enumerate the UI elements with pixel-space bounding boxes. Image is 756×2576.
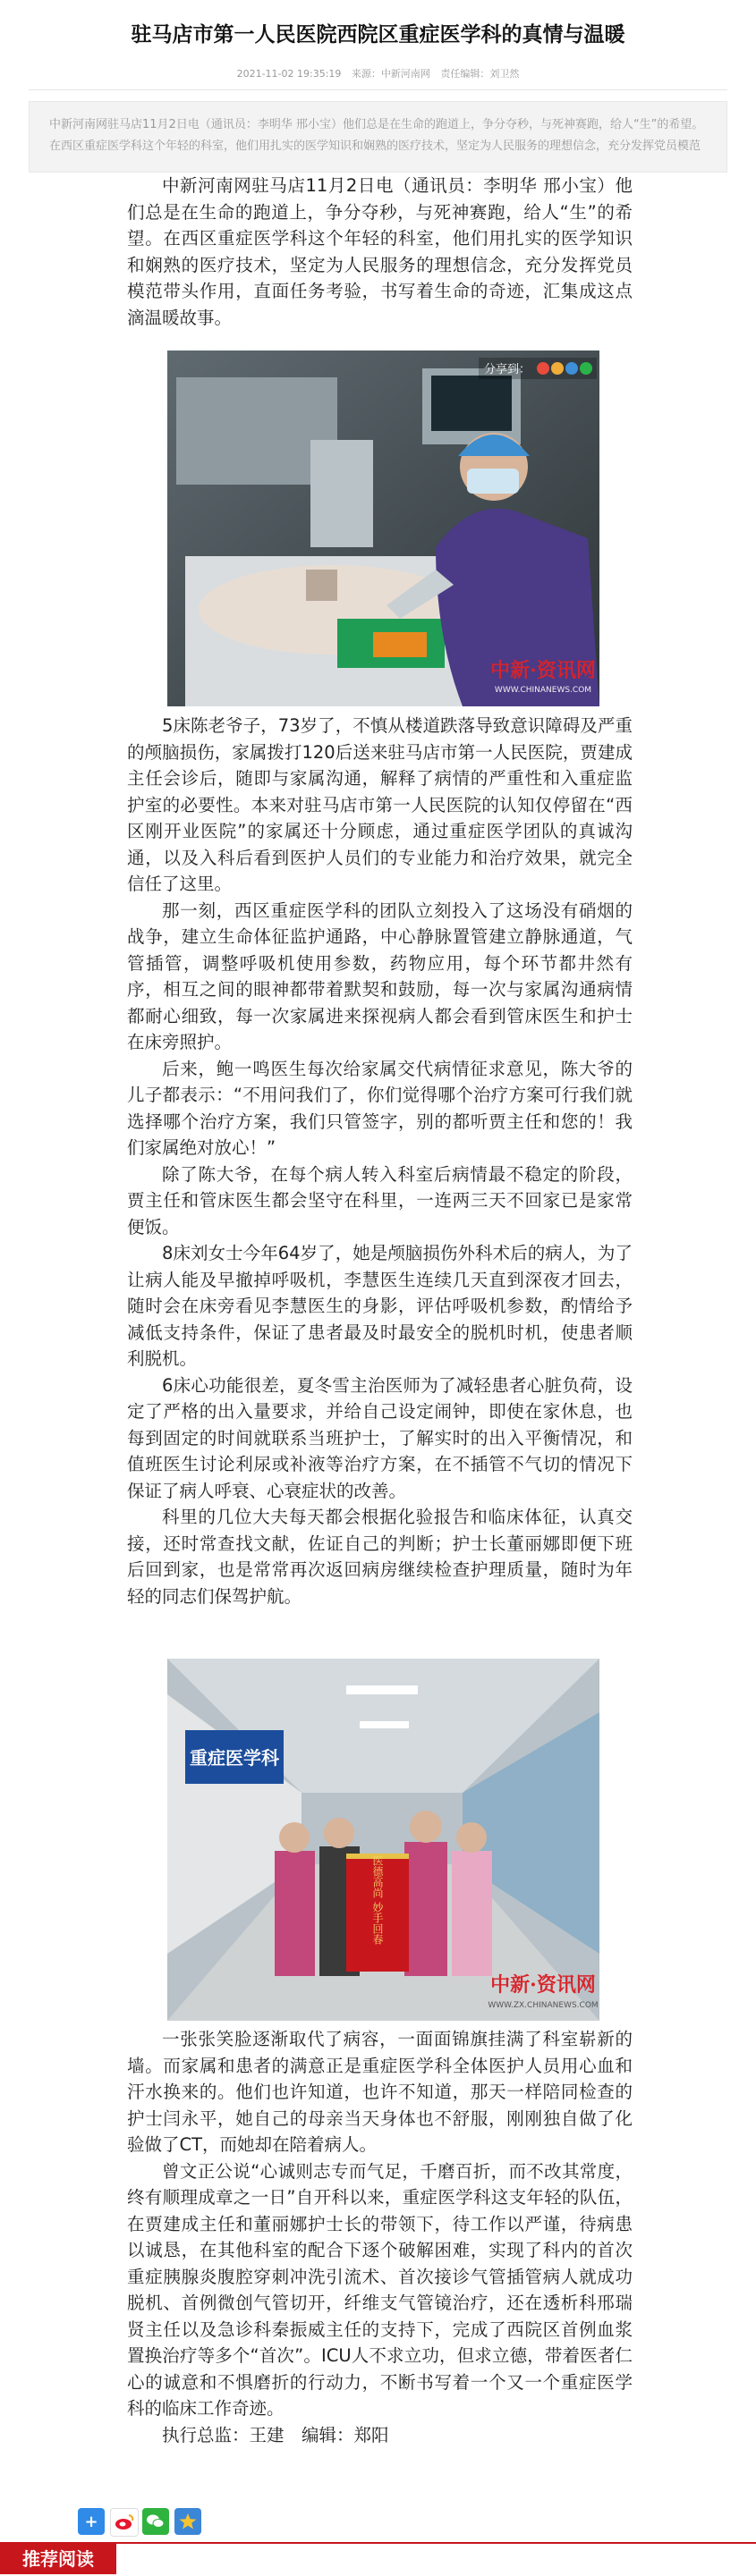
divider — [29, 89, 727, 90]
article-body-cont — [127, 713, 633, 1609]
photo-watermark: 中新·资讯网 — [490, 659, 596, 682]
article-title: 驻马店市第一人民医院西院区重症医学科的真情与温暖 — [131, 23, 625, 46]
article-body — [127, 173, 633, 331]
photo-watermark-url: WWW.CHINANEWS.COM — [494, 686, 592, 695]
wechat-icon[interactable] — [580, 362, 592, 375]
recommend-tab[interactable]: 推荐阅读 — [0, 2544, 116, 2574]
paragraph: 一张张笑脸逐渐取代了病容，一面面锦旗挂满了科室崭新的墙。而家属和患者的满意正是重症医学科全体医护人员用心血和汗水换来的。他们也许知道，也许不知道，那天一样陪同检查的护士闫永平，她自己的母亲当天身体也不舒服，刚刚独自做了化验做了CT，而她却在陪着病人。 — [127, 2029, 633, 2155]
recommend-bar — [0, 2542, 756, 2576]
weibo-icon[interactable] — [537, 362, 549, 375]
article-summary: 中新河南网驻马店11月2日电（通讯员：李明华 邢小宝）他们总是在生命的跑道上，争分夺秒，与死神赛跑，给人“生”的希望。在西区重症医学科这个年轻的科室，他们用扎实的医学知识和娴熟的医疗技术，坚定为人民服务的理想信念，充分发挥党员模范 — [29, 101, 727, 173]
paragraph: 中新河南网驻马店11月2日电（通讯员：李明华 邢小宝）他们总是在生命的跑道上，争分夺秒，与死神赛跑，给人“生”的希望。在西区重症医学科这个年轻的科室，他们用扎实的医学知识和娴熟的医疗技术，坚定为人民服务的理想信念，充分发挥党员模范带头作用，直面任务考验，书写着生命的奇迹，汇集成这点滴温暖故事。 — [127, 175, 633, 328]
plus-icon[interactable]: + — [78, 2508, 105, 2535]
paragraph: 科里的几位大夫每天都会根据化验报告和临床体征，认真交接，还时常查找文献，佐证自己的判断；护士长董丽娜即便下班后回到家，也是常常再次返回病房继续检查护理质量，随时为年轻的同志们保驾护航。 — [127, 1507, 633, 1607]
article-meta — [0, 66, 756, 80]
weibo-icon[interactable] — [110, 2508, 139, 2537]
paragraph: 那一刻，西区重症医学科的团队立刻投入了这场没有硝烟的战争，建立生命体征监护通路，中心静脉置管建立静脉通道，气管插管，调整呼吸机使用参数，药物应用，每个环节都井然有序，相互之间的眼神都带着默契和鼓励，每一次与家属沟通病情都耐心细致，每一次家属进来探视病人都会看到管床医生和护士在床旁照护。 — [127, 899, 633, 1052]
photo-watermark-url: WWW.ZX.CHINANEWS.COM — [488, 2001, 599, 2010]
qzone-icon[interactable] — [551, 362, 564, 375]
article-source: 来源：中新河南网 — [351, 68, 430, 80]
paragraph: 除了陈大爷，在每个病人转入科室后病情最不稳定的阶段，贾主任和管床医生都会坚守在科里，一连两三天不回家已是家常便饭。 — [127, 1163, 633, 1237]
paragraph: 5床陈老爷子，73岁了，不慎从楼道跌落导致意识障碍及严重的颅脑损伤，家属拨打120后送来驻马店市第一人民医院，贾建成主任会诊后，随即与家属沟通，解释了病情的严重性和入重症监护室的必要性。本来对驻马店市第一人民医院的认知仅停留在“西区刚开业医院”的家属还十分顾虑，通过重症医学团队的真诚沟通，以及入科后看到医护人员们的专业能力和治疗效果，就完全信任了这里。 — [127, 715, 633, 894]
paragraph: 8床刘女士今年64岁了，她是颅脑损伤外科术后的病人，为了让病人能及早撤掉呼吸机，李慧医生连续几天直到深夜才回去，随时会在床旁看见李慧医生的身影，评估呼吸机参数，酌情给予减低支持条件，保证了患者最及时最安全的脱机时机，使患者顺利脱机。 — [127, 1243, 633, 1369]
silk-banner — [346, 1854, 409, 1972]
banner-text: 医德高尚 妙手回春 — [371, 1855, 384, 1945]
article-page — [0, 0, 756, 173]
paragraph: 曾文正公说“心诚则志专而气足，千磨百折，而不改其常度，终有顺理成章之一日”自开科以来，重症医学科这支年轻的队伍，在贾建成主任和董丽娜护士长的带领下，待工作以严谨，待病患以诚恳，在其他科室的配合下逐个破解困难，实现了科内的首次重症胰腺炎腹腔穿刺冲洗引流术、首次接诊气管插管病人就成功脱机、首例微创气管切开，纤维支气管镜治疗，还在透析科邢瑞贤主任以及急诊科秦振威主任的支持下，完成了西院区首例血浆置换治疗等多个“首次”。ICU人不求立功，但求立德，带着医者仁心的诚意和不惧磨折的行动力，不断书写着一个又一个重症医学科的临床工作奇迹。 — [127, 2160, 633, 2419]
article-photo-2 — [167, 1659, 599, 2021]
editor-credit: 执行总监：王建 编辑：郑阳 — [162, 2424, 389, 2445]
article-photo-1 — [167, 351, 599, 706]
paragraph: 后来，鲍一鸣医生每次给家属交代病情征求意见，陈大爷的儿子都表示：“不用问我们了，你们觉得哪个治疗方案可行我们就选择哪个治疗方案，我们只管签字，别的都听贾主任和您的！我们家属绝对放心！” — [127, 1058, 633, 1158]
qzone-icon[interactable] — [174, 2508, 201, 2535]
wechat-icon[interactable] — [142, 2508, 169, 2535]
article-body-end — [127, 2026, 633, 2448]
friend-icon[interactable] — [565, 362, 578, 375]
department-sign: 重症医学科 — [190, 1747, 279, 1769]
photo-watermark: 中新·资讯网 — [490, 1973, 596, 1997]
publish-datetime: 2021-11-02 19:35:19 — [236, 68, 342, 80]
paragraph: 6床心功能很差，夏冬雪主治医师为了减轻患者心脏负荷，设定了严格的出入量要求，并给自己设定闹钟，即使在家休息，也每到固定的时间就联系当班护士，了解实时的出入平衡情况，和值班医生讨论利尿或补液等治疗方案，在不插管不气切的情况下保证了病人呼衰、心衰症状的改善。 — [127, 1374, 633, 1501]
share-label: 分享到： — [484, 363, 531, 376]
article-editor: 责任编辑：刘卫然 — [440, 68, 520, 80]
